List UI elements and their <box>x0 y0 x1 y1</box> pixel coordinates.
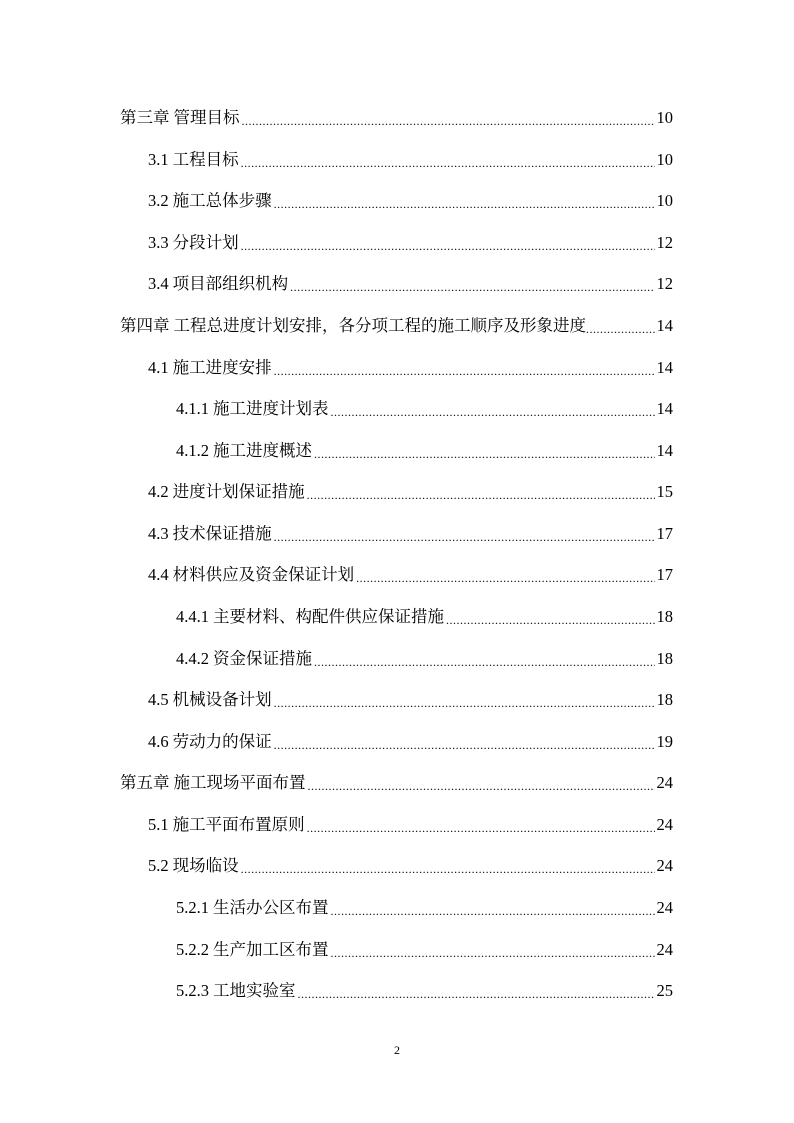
toc-dot-leader <box>274 689 655 711</box>
toc-entry-number: 第四章 <box>120 316 170 335</box>
toc-dot-leader <box>241 149 655 171</box>
toc-entry-title: 施工进度安排 <box>172 358 272 377</box>
toc-entry-4-3[interactable] <box>148 523 673 545</box>
page-number: 2 <box>394 1043 400 1057</box>
toc-dot-leader <box>331 398 655 420</box>
toc-entry-4-4-2[interactable] <box>176 648 673 670</box>
toc-dot-leader <box>308 772 655 794</box>
toc-dot-leader <box>314 648 655 670</box>
toc-dot-leader <box>274 523 655 545</box>
toc-entry-title: 机械设备计划 <box>172 690 272 709</box>
toc-entry-title: 施工现场平面布置 <box>173 773 306 792</box>
toc-entry-number: 4.4.2 <box>176 649 209 668</box>
toc-dot-leader <box>314 440 655 462</box>
toc-entry-page: 10 <box>656 150 673 169</box>
toc-dot-leader <box>242 107 655 129</box>
toc-entry-page: 24 <box>656 856 673 875</box>
toc-entry-number: 4.1.2 <box>176 441 209 460</box>
toc-entry-page: 10 <box>656 191 673 210</box>
toc-entry-number: 5.1 <box>148 815 169 834</box>
toc-entry-title: 施工总体步骤 <box>172 191 272 210</box>
toc-entry-number: 4.4.1 <box>176 607 209 626</box>
toc-entry-number: 5.2 <box>148 856 169 875</box>
toc-entry-title: 进度计划保证措施 <box>172 482 305 501</box>
toc-entry-chapter-5[interactable] <box>120 772 673 794</box>
toc-entry-page: 14 <box>656 316 673 335</box>
toc-entry-number: 4.4 <box>148 565 169 584</box>
toc-entry-4-1[interactable] <box>148 357 673 379</box>
toc-entry-number: 4.6 <box>148 732 169 751</box>
toc-dot-leader <box>331 897 655 919</box>
toc-entry-3-1[interactable] <box>148 149 673 171</box>
toc-entry-number: 5.2.2 <box>176 940 209 959</box>
toc-dot-leader <box>331 939 655 961</box>
toc-dot-leader <box>241 232 655 254</box>
toc-entry-3-4[interactable] <box>148 273 673 295</box>
toc-entry-title: 项目部组织机构 <box>172 274 289 293</box>
toc-entry-page: 24 <box>656 898 673 917</box>
toc-entry-number: 4.1 <box>148 358 169 377</box>
toc-entry-chapter-4[interactable] <box>120 315 673 337</box>
toc-dot-leader <box>298 980 655 1002</box>
toc-entry-3-3[interactable] <box>148 232 673 254</box>
toc-entry-page: 18 <box>656 607 673 626</box>
toc-entry-page: 24 <box>656 940 673 959</box>
toc-entry-number: 5.2.1 <box>176 898 209 917</box>
toc-dot-leader <box>586 315 657 337</box>
toc-entry-page: 25 <box>656 981 673 1000</box>
toc-entry-title: 劳动力的保证 <box>172 732 272 751</box>
toc-entry-page: 10 <box>656 108 673 127</box>
toc-entry-4-5[interactable] <box>148 689 673 711</box>
toc-entry-5-2-1[interactable] <box>176 897 673 919</box>
toc-entry-title: 资金保证措施 <box>213 649 312 668</box>
toc-entry-4-4[interactable] <box>148 564 673 586</box>
toc-entry-4-1-2[interactable] <box>176 440 673 462</box>
toc-entry-title: 材料供应及资金保证计划 <box>172 565 355 584</box>
toc-entry-title: 技术保证措施 <box>172 524 272 543</box>
toc-entry-title: 施工平面布置原则 <box>172 815 305 834</box>
toc-entry-page: 17 <box>656 565 673 584</box>
toc-entry-page: 14 <box>656 399 673 418</box>
toc-entry-title: 生活办公区布置 <box>213 898 329 917</box>
toc-entry-number: 5.2.3 <box>176 981 209 1000</box>
toc-entry-5-2-3[interactable] <box>176 980 673 1002</box>
toc-entry-4-1-1[interactable] <box>176 398 673 420</box>
toc-entry-3-2[interactable] <box>148 190 673 212</box>
toc-entry-title: 生产加工区布置 <box>213 940 329 959</box>
toc-entry-number: 4.2 <box>148 482 169 501</box>
toc-entry-page: 17 <box>656 524 673 543</box>
toc-entry-title: 施工进度概述 <box>213 441 312 460</box>
toc-entry-number: 4.3 <box>148 524 169 543</box>
toc-entry-title: 分段计划 <box>172 233 239 252</box>
toc-entry-4-6[interactable] <box>148 731 673 753</box>
toc-entry-number: 第三章 <box>120 108 170 127</box>
toc-entry-page: 24 <box>656 815 673 834</box>
toc-entry-title: 工程目标 <box>172 150 239 169</box>
toc-entry-5-2[interactable] <box>148 855 673 877</box>
toc-dot-leader <box>356 564 654 586</box>
toc-entry-title: 管理目标 <box>173 108 240 127</box>
toc-dot-leader <box>274 357 655 379</box>
toc-entry-number: 3.3 <box>148 233 169 252</box>
toc-entry-title: 主要材料、构配件供应保证措施 <box>213 607 444 626</box>
toc-entry-page: 15 <box>656 482 673 501</box>
toc-dot-leader <box>446 606 655 628</box>
toc-entry-page: 14 <box>656 441 673 460</box>
toc-entry-4-4-1[interactable] <box>176 606 673 628</box>
toc-entry-title: 工程总进度计划安排，各分项工程的施工顺序及形象进度 <box>173 316 586 335</box>
toc-entry-number: 3.2 <box>148 191 169 210</box>
toc-entry-title: 工地实验室 <box>213 981 296 1000</box>
toc-dot-leader <box>307 814 655 836</box>
toc-entry-title: 现场临设 <box>172 856 239 875</box>
toc-dot-leader <box>274 731 655 753</box>
toc-entry-page: 18 <box>656 690 673 709</box>
toc-entry-page: 24 <box>656 773 673 792</box>
toc-entry-number: 4.5 <box>148 690 169 709</box>
toc-entry-4-2[interactable] <box>148 481 673 503</box>
toc-dot-leader <box>290 273 654 295</box>
toc-dot-leader <box>274 190 655 212</box>
toc-dot-leader <box>307 481 655 503</box>
toc-entry-chapter-3[interactable] <box>120 107 673 129</box>
toc-entry-number: 3.1 <box>148 150 169 169</box>
toc-entry-page: 12 <box>656 274 673 293</box>
toc-entry-page: 18 <box>656 649 673 668</box>
toc-dot-leader <box>241 855 655 877</box>
toc-entry-number: 4.1.1 <box>176 399 209 418</box>
toc-entry-5-1[interactable] <box>148 814 673 836</box>
toc-entry-page: 14 <box>656 358 673 377</box>
toc-entry-page: 12 <box>656 233 673 252</box>
toc-entry-number: 第五章 <box>120 773 170 792</box>
toc-entry-5-2-2[interactable] <box>176 939 673 961</box>
toc-entry-number: 3.4 <box>148 274 169 293</box>
toc-entry-title: 施工进度计划表 <box>213 399 329 418</box>
toc-entry-page: 19 <box>656 732 673 751</box>
